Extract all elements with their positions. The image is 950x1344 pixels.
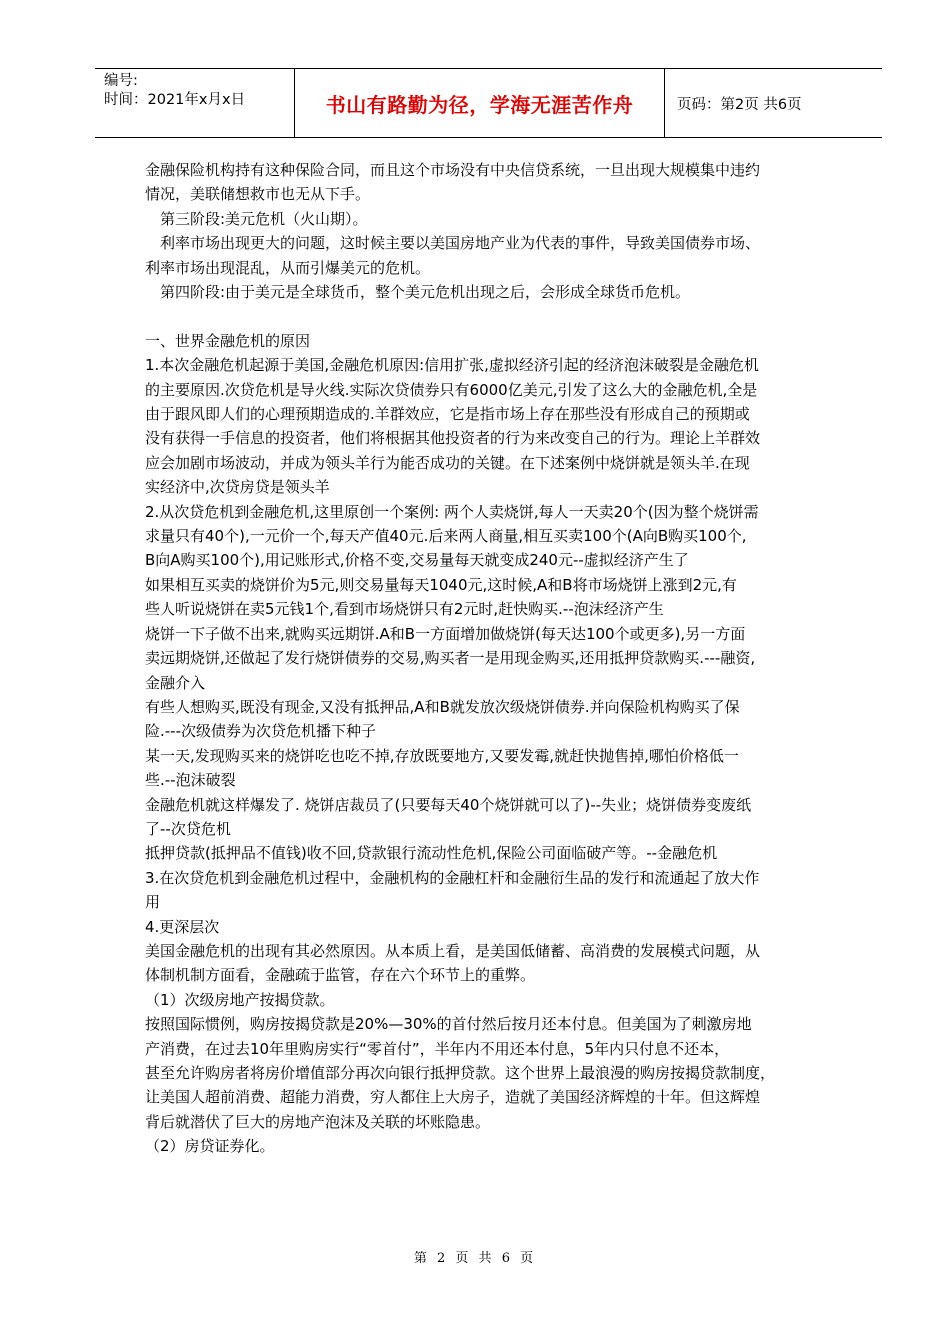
body-line: 金融保险机构持有这种保险合同，而且这个市场没有中央信贷系统，一旦出现大规模集中违约	[145, 161, 761, 179]
body-line: 有些人想购买,既没有现金,又没有抵押品,A和B就发放次级烧饼债券.并向保险机构购买了保	[145, 697, 740, 716]
body-line: 的主要原因.次贷危机是导火线.实际次贷债券只有6000亿美元,引发了这么大的金融危机,全是	[145, 380, 758, 399]
body-line: 应会加剧市场波动，并成为领头羊行为能否成功的关键。在下述案例中烧饼就是领头羊.在现	[145, 453, 750, 472]
body-line: 了--次贷危机	[145, 819, 231, 838]
body-line: 2.从次贷危机到金融危机,这里原创一个案例: 两个人卖烧饼,每人一天卖20个(因为整个烧饼需	[145, 502, 759, 521]
document-body	[145, 158, 840, 1159]
body-line: （1）次级房地产按揭贷款。	[145, 990, 335, 1009]
header-meta-cell	[95, 69, 295, 137]
body-line: 实经济中,次贷房贷是领头羊	[145, 478, 330, 497]
body-line: 烧饼一下子做不出来,就购买远期饼.A和B一方面增加做烧饼(每天达100个或更多),另一方面	[145, 624, 746, 643]
document-number-label: 编号:	[104, 73, 138, 89]
body-line: 由于跟风即人们的心理预期造成的.羊群效应，它是指市场上存在那些没有形成自己的预期或	[145, 405, 750, 424]
page-header	[95, 68, 882, 138]
blank-line	[145, 304, 840, 328]
header-page-info: 页码：第2页 共6页	[677, 96, 802, 113]
body-line: 没有获得一手信息的投资者，他们将根据其他投资者的行为来改变自己的行为。理论上羊群效	[145, 429, 761, 448]
header-motto: 书山有路勤为径，学海无涯苦作舟	[325, 92, 634, 117]
body-line: 第三阶段:美元危机（火山期）。	[160, 209, 368, 228]
body-line: 利率市场出现更大的问题，这时候主要以美国房地产业为代表的事件，导致美国债券市场、	[160, 234, 761, 253]
body-line: 背后就潜伏了巨大的房地产泡沫及关联的坏账隐患。	[145, 1112, 491, 1131]
section-heading: 一、世界金融危机的原因	[145, 331, 311, 350]
body-line: 4.更深层次	[145, 917, 220, 936]
body-line: 些.--泡沫破裂	[145, 771, 236, 790]
body-line: 甚至允许购房者将房价增值部分再次向银行抵押贷款。这个世界上最浪漫的购房按揭贷款制度，	[145, 1064, 776, 1083]
body-line: 求量只有40个),一元价一个,每天产值40元.后来两人商量,相互买卖100个(A向B购买100个,	[145, 527, 747, 546]
body-line: 金融危机就这样爆发了. 烧饼店裁员了(只要每天40个烧饼就可以了)--失业；烧饼债券变废纸	[145, 795, 752, 814]
body-line: 美国金融危机的出现有其必然原因。从本质上看，是美国低储蓄、高消费的发展模式问题，从	[145, 941, 761, 960]
body-line: 让美国人超前消费、超能力消费，穷人都住上大房子，造就了美国经济辉煌的十年。但这辉煌	[145, 1088, 761, 1107]
body-line: 按照国际惯例，购房按揭贷款是20%—30%的首付然后按月还本付息。但美国为了刺激房地	[145, 1015, 752, 1034]
body-line: 些人听说烧饼在卖5元钱1个,看到市场烧饼只有2元时,赶快购买.--泡沫经济产生	[145, 600, 664, 619]
body-line: 卖远期烧饼,还做起了发行烧饼债券的交易,购买者一是用现金购买,还用抵押贷款购买.---融资,	[145, 649, 756, 668]
body-line: 金融介入	[145, 673, 206, 692]
page-footer: 第 2 页 共 6 页	[413, 1251, 537, 1266]
body-line: 利率市场出现混乱，从而引爆美元的危机。	[145, 258, 431, 277]
document-time: 时间：2021年x月x日	[104, 92, 246, 108]
body-line: 某一天,发现购买来的烧饼吃也吃不掉,存放既要地方,又要发霉,就赶快抛售掉,哪怕价格低一	[145, 746, 739, 765]
body-line: 1.本次金融危机起源于美国,金融危机原因:信用扩张,虚拟经济引起的经济泡沫破裂是金融危机	[145, 356, 759, 375]
body-line: 3.在次贷危机到金融危机过程中，金融机构的金融杠杆和金融衍生品的发行和流通起了放大作	[145, 868, 760, 887]
body-line: （2）房贷证券化。	[145, 1137, 275, 1156]
body-line: 情况，美联储想救市也无从下手。	[145, 185, 371, 204]
body-line: 抵押贷款(抵押品不值钱)收不回,贷款银行流动性危机,保险公司面临破产等。--金融危机	[145, 844, 718, 863]
body-line: 体制机制方面看，金融疏于监管，存在六个环节上的重弊。	[145, 966, 536, 985]
header-page-cell	[665, 69, 882, 137]
header-motto-cell	[295, 69, 665, 137]
body-line: 产消费，在过去10年里购房实行“零首付”，半年内不用还本付息，5年内只付息不还本，	[145, 1039, 730, 1058]
body-line: 用	[145, 893, 161, 912]
body-line: B向A购买100个),用记账形式,价格不变,交易量每天就变成240元--虚拟经济产生了	[145, 551, 689, 570]
body-line: 险.---次级债券为次贷危机播下种子	[145, 722, 377, 741]
body-line: 第四阶段:由于美元是全球货币，整个美元危机出现之后，会形成全球货币危机。	[160, 283, 691, 302]
body-line: 如果相互买卖的烧饼价为5元,则交易量每天1040元,这时候,A和B将市场烧饼上涨到2元,有	[145, 575, 737, 594]
